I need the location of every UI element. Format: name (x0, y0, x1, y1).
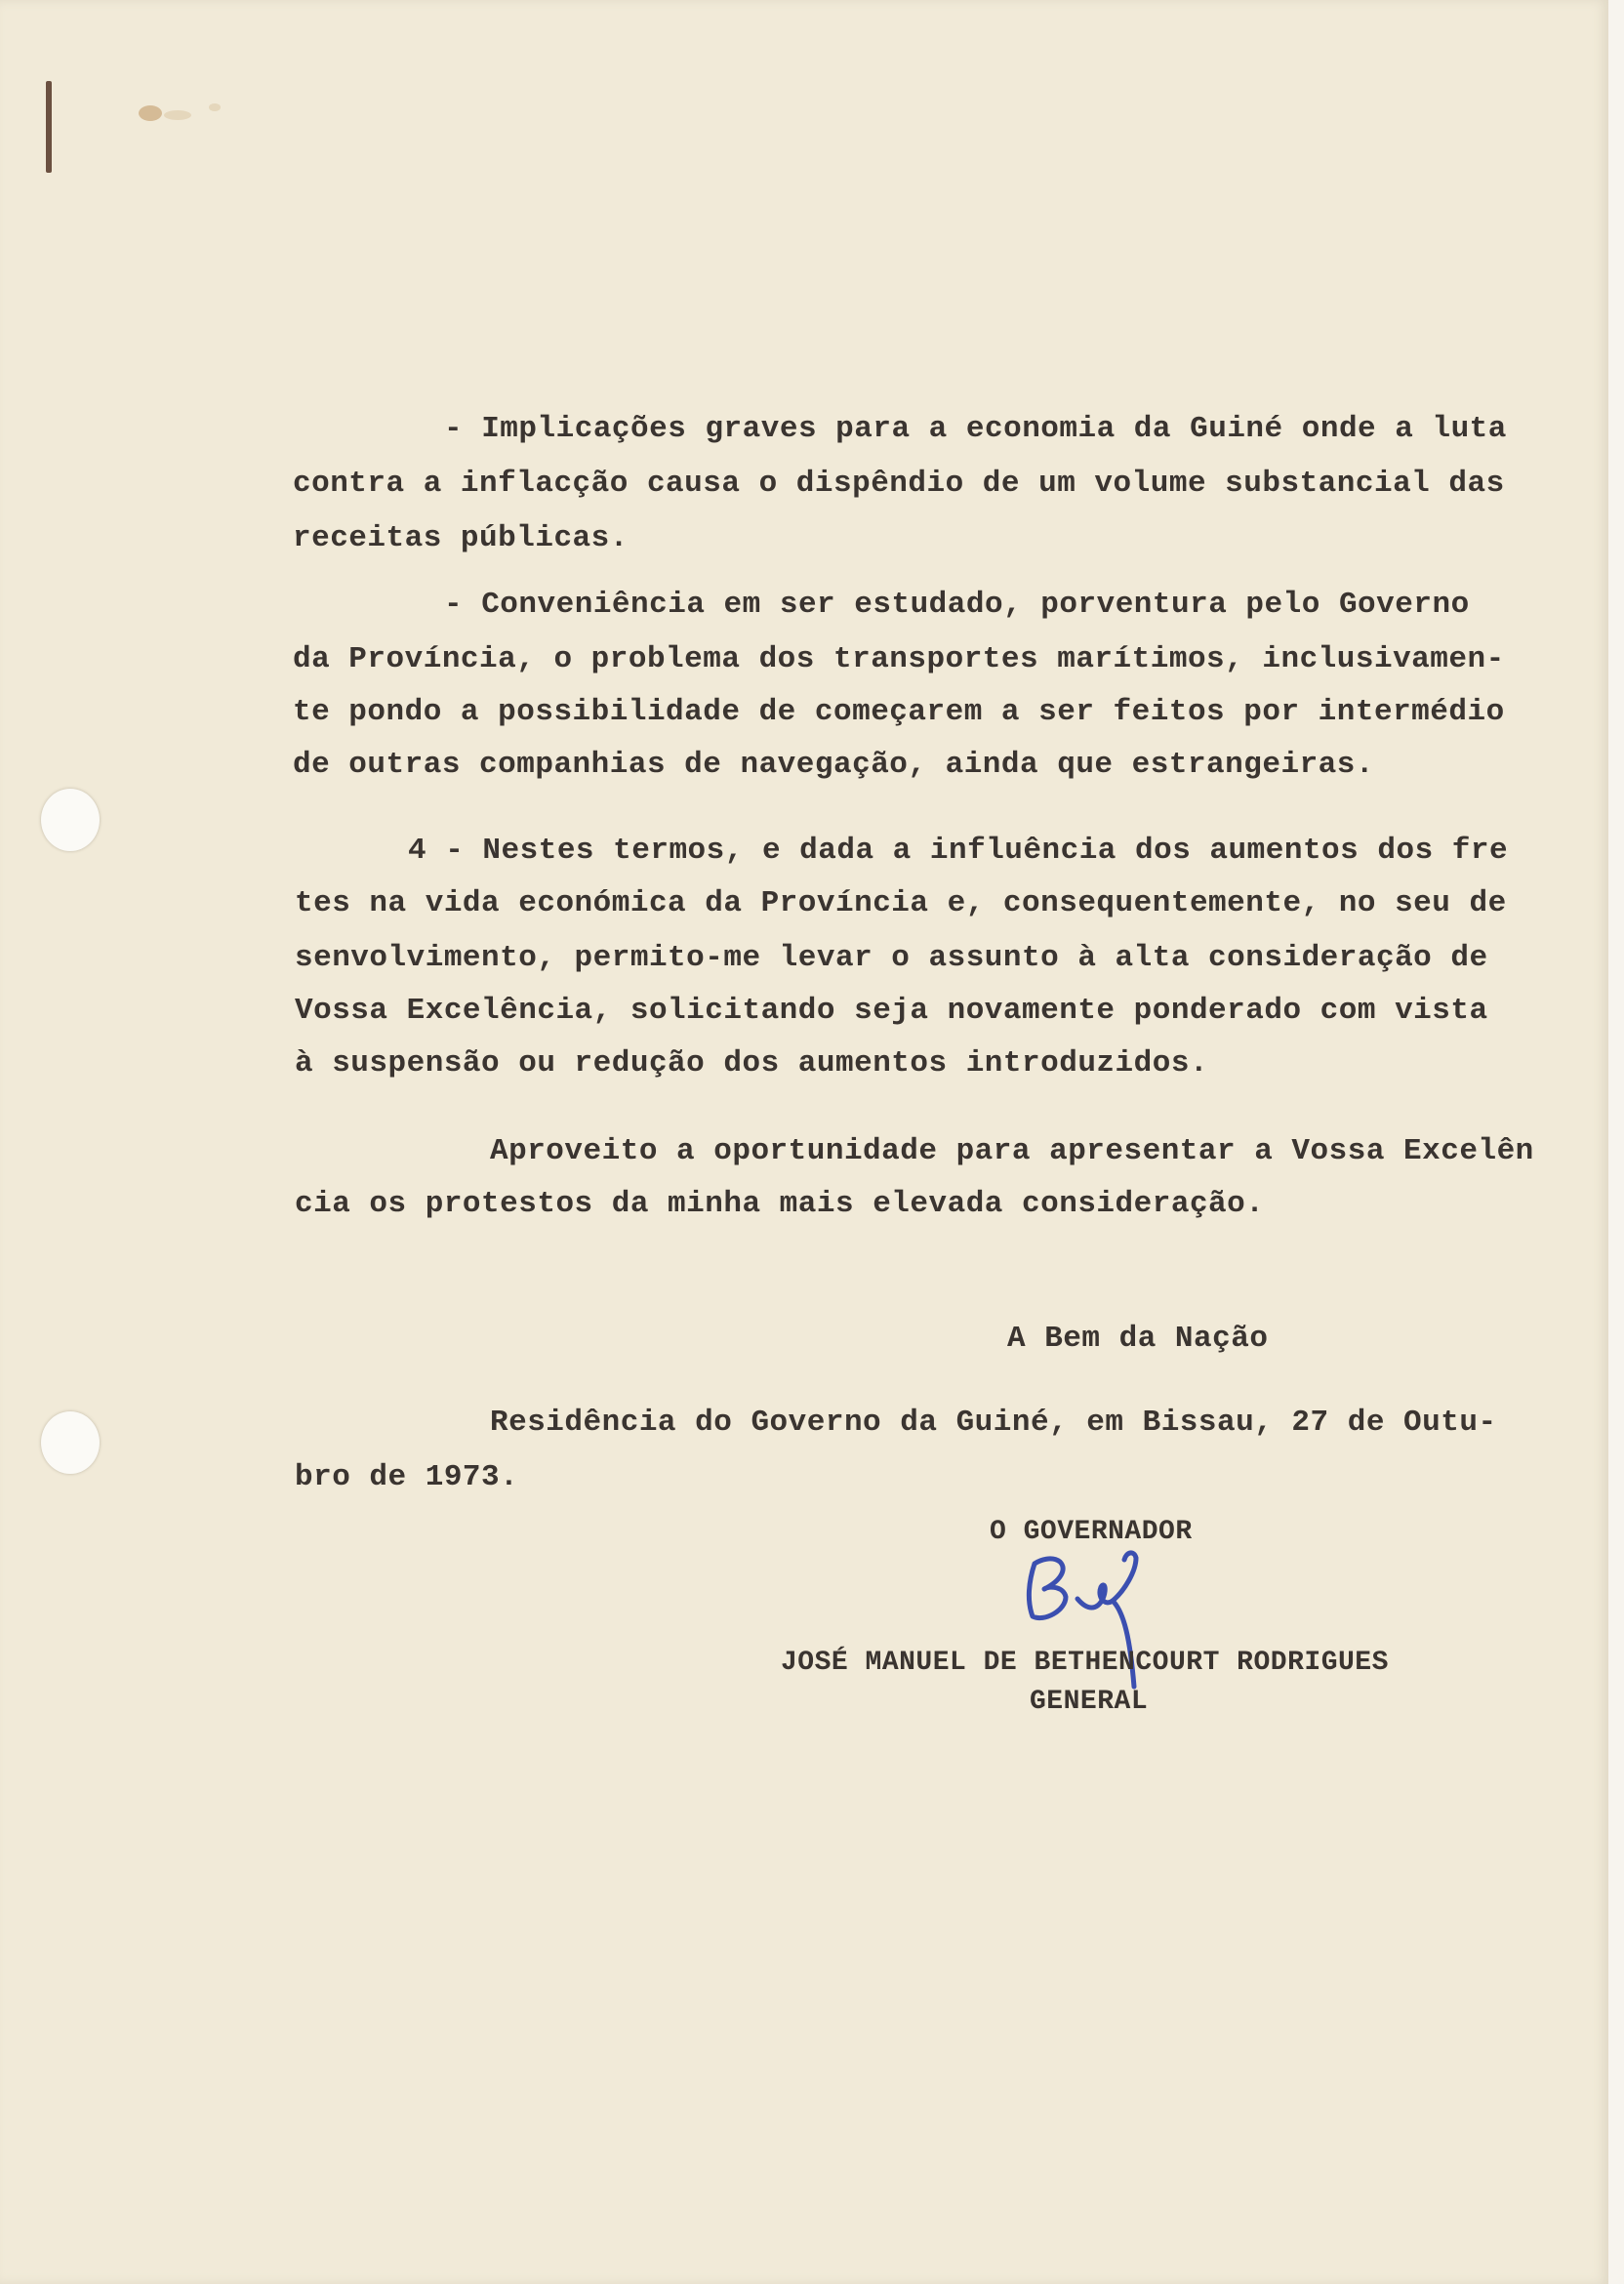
paragraph-implicacoes-line-3: receitas públicas. (293, 521, 629, 555)
signatory-name: JOSÉ MANUEL DE BETHENCOURT RODRIGUES (781, 1648, 1389, 1678)
paragraph-conveniencia-line-4: de outras companhias de navegação, ainda que estrangeiras. (293, 748, 1374, 782)
margin-mark (46, 81, 52, 173)
signatory-title: O GOVERNADOR (990, 1517, 1193, 1547)
paragraph-aproveito-line-2: cia os protestos da minha mais elevada consideração. (295, 1187, 1265, 1221)
scan-edge (1608, 0, 1624, 2284)
punch-hole-upper (41, 789, 100, 851)
punch-hole-lower (41, 1411, 100, 1474)
signatory-rank: GENERAL (1030, 1687, 1149, 1717)
paragraph-conveniencia-line-3: te pondo a possibilidade de começarem a ser feitos por intermédio (293, 695, 1505, 729)
paragraph-ponto4-line-3: senvolvimento, permito-me levar o assunto à alta consideração de (295, 941, 1488, 975)
paragraph-ponto4-line-5: à suspensão ou redução dos aumentos introduzidos. (295, 1046, 1209, 1081)
paragraph-aproveito-line-1: Aproveito a oportunidade para apresentar a Vossa Excelên (490, 1134, 1534, 1168)
paper-stain (129, 94, 236, 133)
place-date-line-1: Residência do Governo da Guiné, em Bissau, 27 de Outu- (490, 1406, 1497, 1440)
paragraph-ponto4-line-4: Vossa Excelência, solicitando seja novamente ponderado com vista (295, 994, 1488, 1028)
paragraph-implicacoes-line-2: contra a inflacção causa o dispêndio de um volume substancial das (293, 467, 1505, 501)
paragraph-ponto4-line-1: 4 - Nestes termos, e dada a influência dos aumentos dos fre (408, 834, 1509, 868)
closing-salutation: A Bem da Nação (1007, 1322, 1269, 1356)
paragraph-implicacoes-line-1: - Implicações graves para a economia da Guiné onde a luta (444, 412, 1507, 446)
paragraph-conveniencia-line-1: - Conveniência em ser estudado, porventura pelo Governo (444, 588, 1470, 622)
paragraph-conveniencia-line-2: da Província, o problema dos transportes marítimos, inclusivamen- (293, 642, 1505, 676)
paragraph-ponto4-line-2: tes na vida económica da Província e, consequentemente, no seu de (295, 886, 1507, 920)
place-date-line-2: bro de 1973. (295, 1460, 519, 1494)
